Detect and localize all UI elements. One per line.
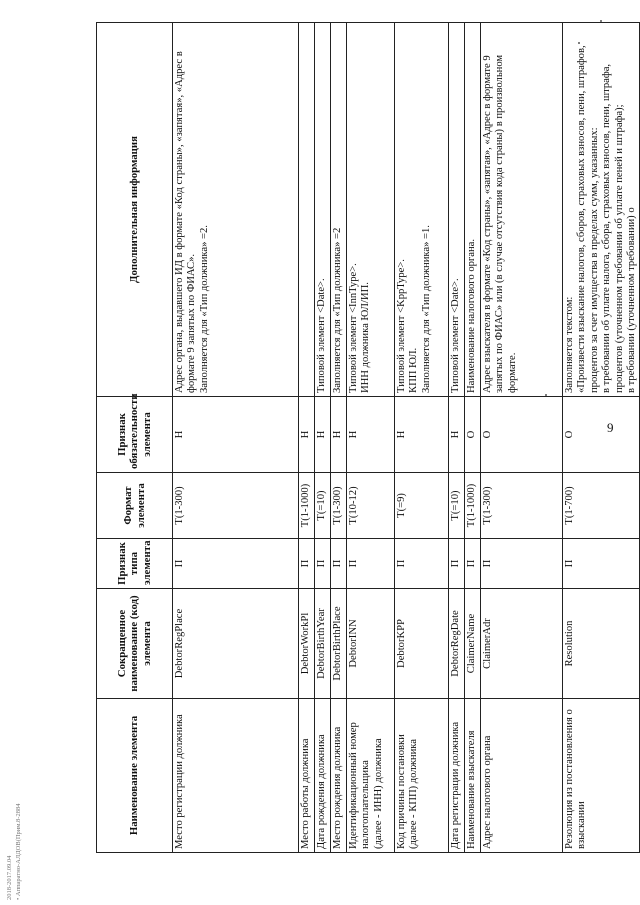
- table-row: [481, 23, 563, 853]
- cell-required: О: [563, 397, 640, 473]
- rotated-page-content: [96, 23, 637, 853]
- cell-type: П: [449, 539, 465, 589]
- cell-info: [299, 23, 315, 397]
- cell-required: Н: [331, 397, 347, 473]
- page-number: 9: [607, 420, 614, 435]
- table-row: [563, 23, 640, 853]
- cell-format: Т(=9): [395, 473, 449, 539]
- header-name: Наименование элемента: [97, 699, 173, 853]
- header-required: Признак обязательности элемента: [97, 397, 173, 473]
- cell-required: О: [465, 397, 481, 473]
- cell-type: П: [395, 539, 449, 589]
- cell-code: DebtorRegPlace: [173, 589, 299, 699]
- cell-format: Т(1-1000): [465, 473, 481, 539]
- scan-speck: [545, 394, 547, 396]
- cell-name: Адрес налогового органа: [481, 699, 563, 853]
- specification-table: [96, 22, 640, 853]
- table-row: [331, 23, 347, 853]
- cell-name: Резолюция из постановления о взыскании: [563, 699, 640, 853]
- cell-name: Код причины постановки (далее - КПП) должника: [395, 699, 449, 853]
- scan-speck: [578, 42, 580, 44]
- table-row: [449, 23, 465, 853]
- header-code: Сокращенное наименование (код) элемента: [97, 589, 173, 699]
- table-row: [465, 23, 481, 853]
- cell-required: Н: [395, 397, 449, 473]
- cell-info: Типовой элемент <InnType>. ИНН должника ЮЛ/ИП.: [347, 23, 395, 397]
- cell-required: Н: [449, 397, 465, 473]
- cell-type: П: [315, 539, 331, 589]
- cell-type: П: [563, 539, 640, 589]
- margin-stamp: [5, 803, 22, 900]
- cell-code: ClaimerAdr: [481, 589, 563, 699]
- cell-format: Т(10-12): [347, 473, 395, 539]
- stamp-line-1: 2018-2017.09.04: [6, 855, 13, 900]
- cell-required: Н: [315, 397, 331, 473]
- cell-info: Адрес взыскателя в формате «Код страны», «запятая», «Адрес в формате 9 запятых по ФИАС» или (в случае отсутствия кода страны) в произвольном формате.: [481, 23, 563, 397]
- cell-code: DebtorBirthPlace: [331, 589, 347, 699]
- cell-required: О: [481, 397, 563, 473]
- table-row: [315, 23, 331, 853]
- cell-name: Дата рождения должника: [315, 699, 331, 853]
- cell-type: П: [347, 539, 395, 589]
- stamp-line-2: • Аппаратно-АЛДОВ(Прим.8-2884: [15, 803, 22, 900]
- cell-name: Место работы должника: [299, 699, 315, 853]
- header-type: Признак типа элемента: [97, 539, 173, 589]
- table-row: [299, 23, 315, 853]
- cell-format: Т(1-300): [481, 473, 563, 539]
- cell-code: ClaimerName: [465, 589, 481, 699]
- cell-type: П: [299, 539, 315, 589]
- cell-info: Заполняется текстом: «Произвести взыскание налогов, сборов, страховых взносов, пени, штрафов, процентов за счет имущества в пределах сумм, указанных: в требовании об уплате налога, сбора, страховых взносов, пени, штрафа, процентов (уточненном требовании об уплате пеней и штрафа); в требовании (уточненном требовании) о: [563, 23, 640, 397]
- cell-name: Дата регистрации должника: [449, 699, 465, 853]
- cell-code: Resolution: [563, 589, 640, 699]
- cell-info: Наименование налогового органа.: [465, 23, 481, 397]
- cell-type: П: [331, 539, 347, 589]
- table-row: [347, 23, 395, 853]
- cell-name: Идентификационный номер налогоплательщика (далее - ИНН) должника: [347, 699, 395, 853]
- scan-speck: [600, 20, 602, 22]
- cell-code: DebtorWorkPl: [299, 589, 315, 699]
- cell-name: Наименование взыскателя: [465, 699, 481, 853]
- cell-code: DebtorRegDate: [449, 589, 465, 699]
- cell-type: П: [465, 539, 481, 589]
- cell-type: П: [481, 539, 563, 589]
- cell-required: Н: [299, 397, 315, 473]
- cell-name: Место рождения должника: [331, 699, 347, 853]
- cell-info: Типовой элемент <Date>.: [449, 23, 465, 397]
- cell-info: Адрес органа, выдавшего ИД в формате «Код страны», «запятая», «Адрес в формате 9 запятых по ФИАС». Заполняется для «Тип должника» =2.: [173, 23, 299, 397]
- cell-required: Н: [173, 397, 299, 473]
- cell-format: Т(=10): [315, 473, 331, 539]
- cell-code: DebtorBirthYear: [315, 589, 331, 699]
- cell-format: Т(1-1000): [299, 473, 315, 539]
- cell-code: DebtorKPP: [395, 589, 449, 699]
- table-header-row: [97, 23, 173, 853]
- cell-format: Т(=10): [449, 473, 465, 539]
- cell-info: Типовой элемент <KppType>. КПП ЮЛ. Заполняется для «Тип должника» =1.: [395, 23, 449, 397]
- cell-format: Т(1-300): [173, 473, 299, 539]
- cell-info: Заполняется для «Тип должника» =2: [331, 23, 347, 397]
- table-row: [395, 23, 449, 853]
- cell-required: Н: [347, 397, 395, 473]
- cell-info: Типовой элемент <Date>.: [315, 23, 331, 397]
- header-format: Формат элемента: [97, 473, 173, 539]
- cell-code: DebtorINN: [347, 589, 395, 699]
- header-info: Дополнительная информация: [97, 23, 173, 397]
- cell-format: Т(1-700): [563, 473, 640, 539]
- table-row: [173, 23, 299, 853]
- cell-type: П: [173, 539, 299, 589]
- cell-format: Т(1-300): [331, 473, 347, 539]
- cell-name: Место регистрации должника: [173, 699, 299, 853]
